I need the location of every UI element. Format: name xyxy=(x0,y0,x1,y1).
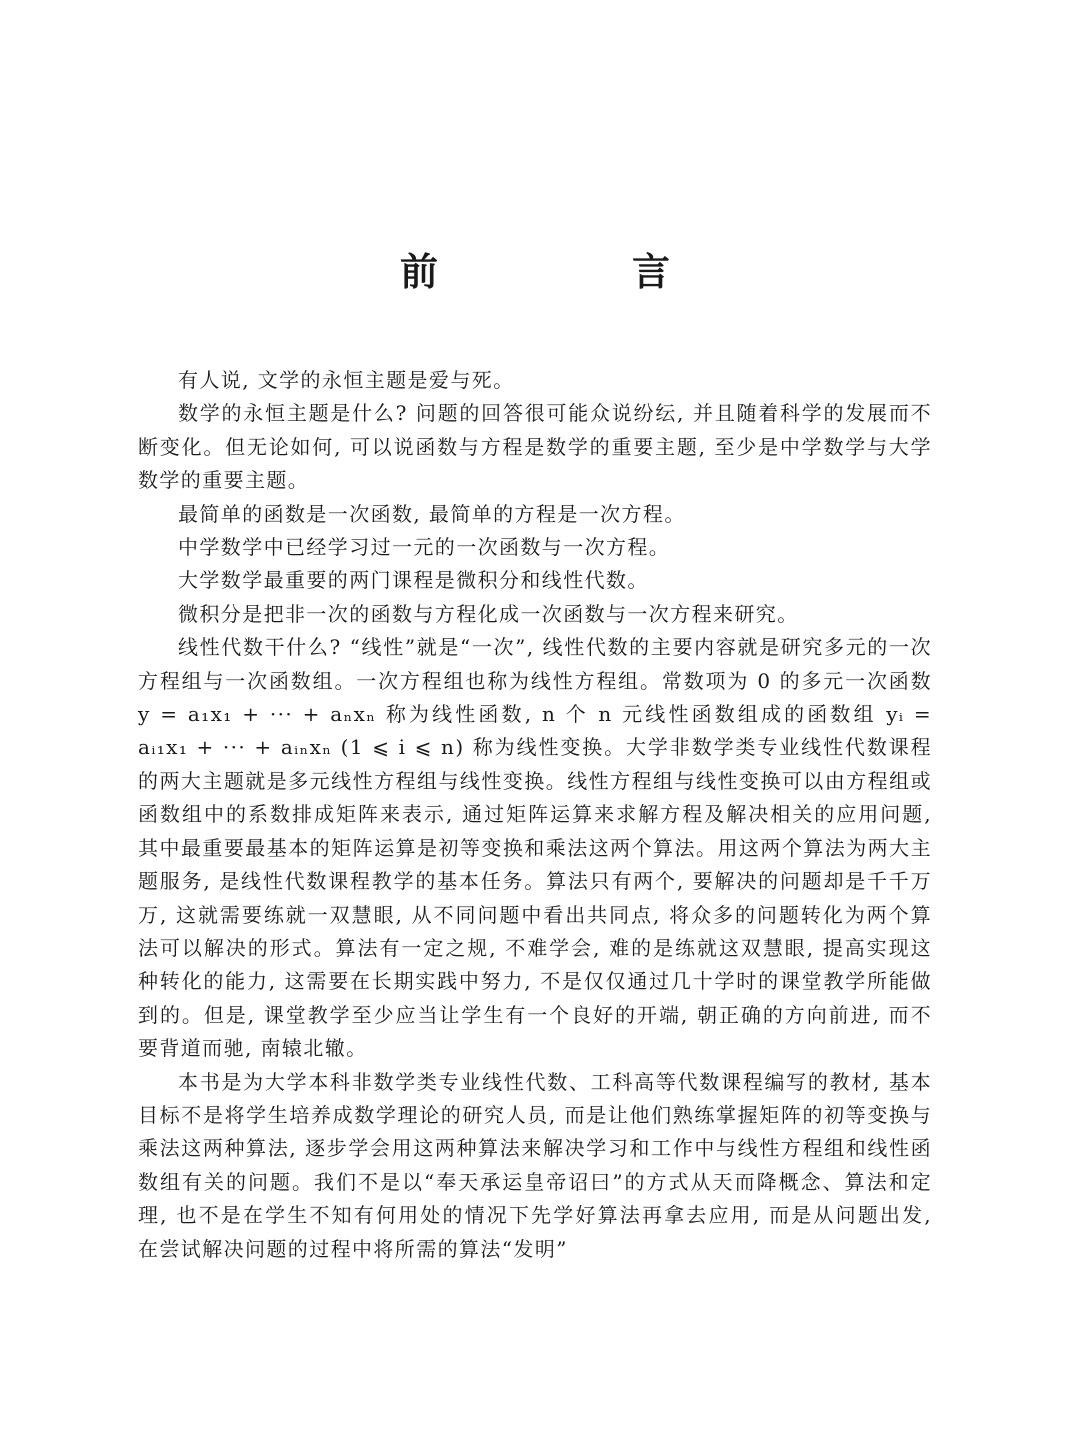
paragraph-1: 有人说, 文学的永恒主题是爱与死。 xyxy=(178,368,515,392)
paragraph-4: 中学数学中已经学习过一元的一次函数与一次方程。 xyxy=(178,535,671,560)
paragraph-8: 本书是为大学本科非数学类专业线性代数、工科高等代数课程编写的教材, 基本目标不是将学生培养成数学理论的研究人员, 而是让他们熟练掌握矩阵的初等变换与乘法这两种算法, 逐步学会用这两种算法来解决学习和工作中与线性方程组和线性函数组有关的问题。我们不是以“奉天承运皇帝诏曰”的方式从天而降概念、算法和定理, 也不是在学生不知有何用处的情况下先学好算法再拿去应用, 而是从问题出发, 在尝试解决问题的过程中将所需的算法“发明” xyxy=(138,1069,932,1261)
paragraph-2: 数学的永恒主题是什么? 问题的回答很可能众说纷纭, 并且随着科学的发展而不断变化。但无论如何, 可以说函数与方程是数学的重要主题, 至少是中学数学与大学数学的重要主题。 xyxy=(138,401,932,493)
paragraph-3: 最简单的函数是一次函数, 最简单的方程是一次方程。 xyxy=(178,501,686,526)
paragraph-5: 大学数学最重要的两门课程是微积分和线性代数。 xyxy=(178,568,649,593)
paragraph-6: 微积分是把非一次的函数与方程化成一次函数与一次方程来研究。 xyxy=(178,601,799,626)
body-text xyxy=(138,364,932,1266)
page-title: 前 言 xyxy=(399,250,748,294)
paragraph-7: 线性代数干什么? “线性”就是“一次”, 线性代数的主要内容就是研究多元的一次方程组与一次函数组。一次方程组也称为线性方程组。常数项为 0 的多元一次函数 y = a₁x₁ + ··· + aₙxₙ 称为线性函数, n 个 n 元线性函数组成的函数组 yᵢ = aᵢ₁x₁ + ··· + aᵢₙxₙ (1 ⩽ i ⩽ n) 称为线性变换。大学非数学类专业线性代数课程的两大主题就是多元线性方程组与线性变换。线性方程组与线性变换可以由方程组或函数组中的系数排成矩阵来表示, 通过矩阵运算来求解方程及解决相关的应用问题, 其中最重要最基本的矩阵运算是初等变换和乘法这两个算法。用这两个算法为两大主题服务, 是线性代数课程教学的基本任务。算法只有两个, 要解决的问题却是千千万万, 这就需要练就一双慧眼, 从不同问题中看出共同点, 将众多的问题转化为两个算法可以解决的形式。算法有一定之规, 不难学会, 难的是练就这双慧眼, 提高实现这种转化的能力, 这需要在长期实践中努力, 不是仅仅通过几十学时的课堂教学所能做到的。但是, 课堂教学至少应当让学生有一个良好的开端, 朝正确的方向前进, 而不要背道而驰, 南辕北辙。 xyxy=(138,635,932,1061)
